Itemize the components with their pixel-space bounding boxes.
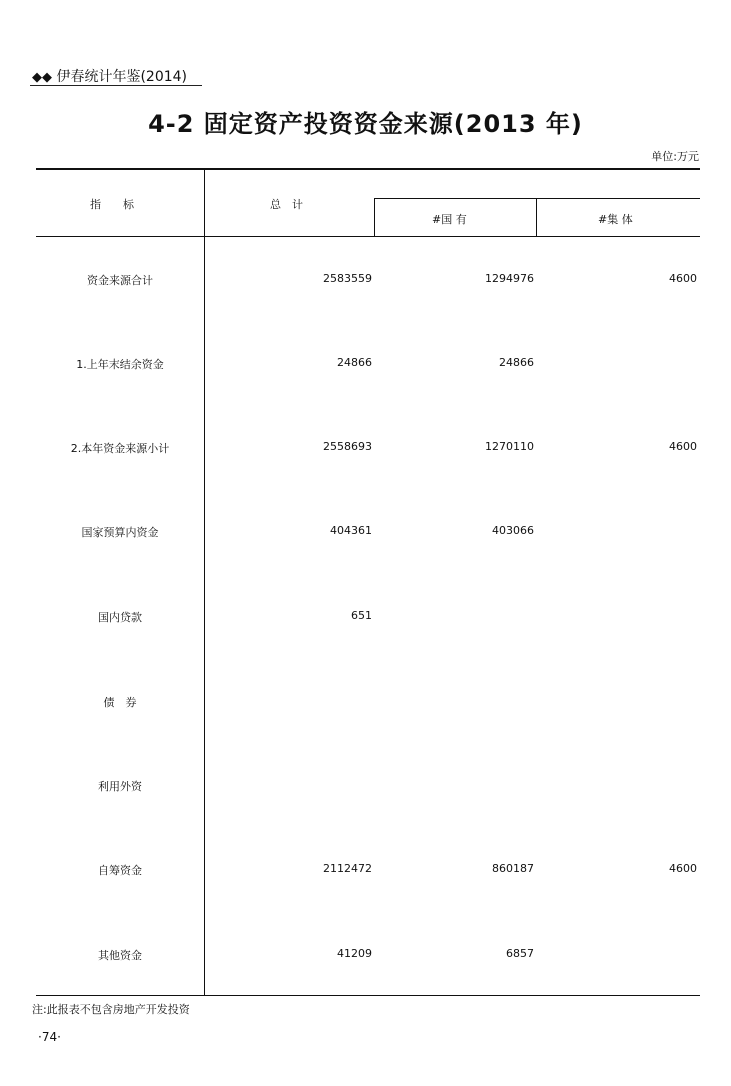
cell-total: 2558693 bbox=[323, 440, 372, 453]
row-label: 2.本年资金来源小计 bbox=[70, 442, 170, 455]
footnote: 注:此报表不包含房地产开发投资 bbox=[32, 1003, 190, 1016]
page-title: 4-2 固定资产投资资金来源(2013 年) bbox=[148, 110, 583, 138]
book-title: 伊春统计年鉴(2014) bbox=[56, 69, 188, 85]
cell-collective: 4600 bbox=[669, 862, 697, 875]
row-label: 资金来源合计 bbox=[87, 274, 153, 287]
table-top-rule bbox=[36, 168, 700, 170]
header-collective: #集 体 bbox=[598, 213, 633, 226]
cell-collective: 4600 bbox=[669, 440, 697, 453]
cell-collective: 4600 bbox=[669, 272, 697, 285]
cell-total: 2112472 bbox=[323, 862, 372, 875]
cell-state: 1270110 bbox=[485, 440, 534, 453]
diamond-icon: ◆◆ bbox=[32, 70, 52, 85]
cell-state: 24866 bbox=[499, 356, 534, 369]
row-label: 1.上年末结余资金 bbox=[76, 358, 164, 371]
cell-total: 404361 bbox=[330, 524, 372, 537]
cell-total: 24866 bbox=[337, 356, 372, 369]
header-state: #国 有 bbox=[432, 213, 467, 226]
subheader-top-rule bbox=[374, 198, 700, 199]
state-column-divider bbox=[374, 198, 375, 236]
page-number: ·74· bbox=[38, 1030, 61, 1044]
header-indicator: 指 标 bbox=[90, 198, 134, 211]
row-label: 利用外资 bbox=[98, 780, 142, 793]
cell-state: 1294976 bbox=[485, 272, 534, 285]
row-label: 国内贷款 bbox=[98, 611, 142, 624]
cell-state: 403066 bbox=[492, 524, 534, 537]
header-total: 总 计 bbox=[270, 198, 303, 211]
header-bottom-rule bbox=[36, 236, 700, 237]
row-label: 国家预算内资金 bbox=[81, 526, 159, 539]
cell-total: 41209 bbox=[337, 947, 372, 960]
row-label: 债 券 bbox=[103, 696, 137, 709]
table-bottom-rule bbox=[36, 995, 700, 996]
header-rule bbox=[30, 85, 202, 86]
running-header bbox=[32, 66, 187, 86]
column-divider bbox=[204, 168, 205, 996]
unit-label: 单位:万元 bbox=[651, 150, 699, 163]
cell-state: 6857 bbox=[506, 947, 534, 960]
row-label: 其他资金 bbox=[98, 949, 142, 962]
cell-total: 651 bbox=[351, 609, 372, 622]
cell-state: 860187 bbox=[492, 862, 534, 875]
collective-column-divider bbox=[536, 198, 537, 236]
row-label: 自筹资金 bbox=[98, 864, 142, 877]
cell-total: 2583559 bbox=[323, 272, 372, 285]
